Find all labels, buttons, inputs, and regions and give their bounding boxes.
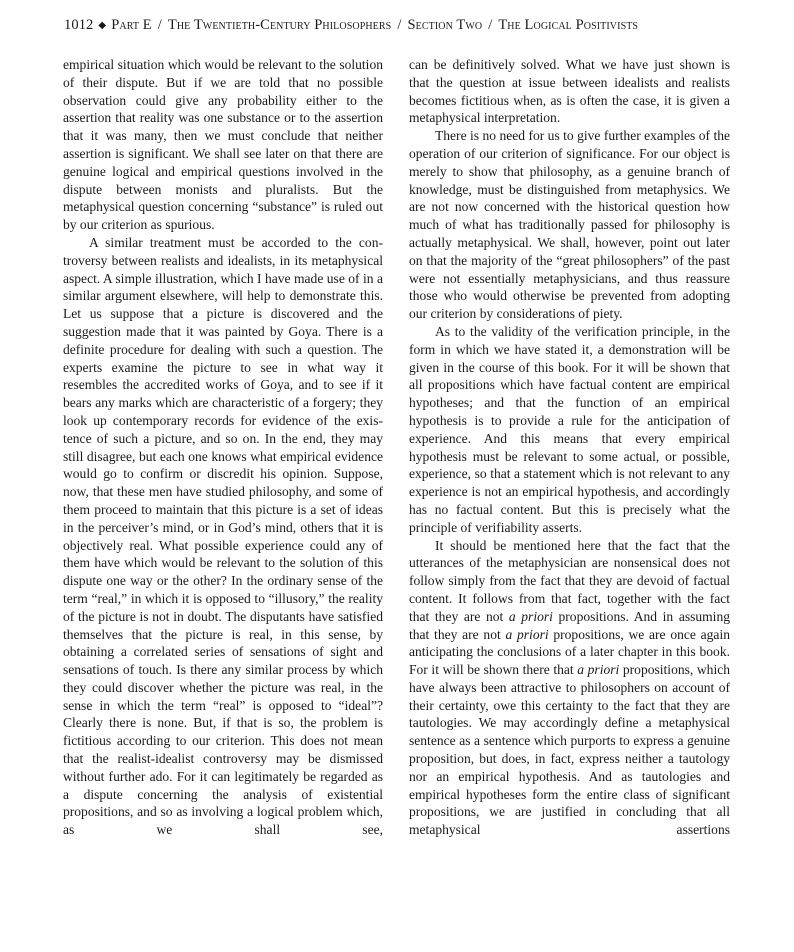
paragraph: empirical situation which would be relevant to the solution of their dispute. But if we are told that no possible observation could give any probability either to the assertion that reality was one substance or to the assertion that it was many, then we must conclude that neither assertion is significant. We shall see later on that there are genuine logical and empirical questions involved in the dispute between monists and pluralists. But the metaphysical question concerning “substance” is ruled out by our criterion as spurious. xyxy=(63,57,383,233)
left-column xyxy=(63,56,383,839)
part-label: Part E xyxy=(111,17,152,33)
paragraph: There is no need for us to give further examples of the operation of our criterion of significance. For our object is merely to show that philosophy, as a genuine branch of knowledge, must be distinguished from metaphysics. We are not now concerned with the historical question how much of what has traditionally passed for philosophy is actually metaphysical. We shall, however, point out later on that the majority of the “great philosophers” of the past were not essentially metaphysicians, and thus reassure those who would otherwise be prevented from adopting our criterion by considerations of piety. xyxy=(409,128,730,322)
paragraph: A similar treatment must be accorded to the controversy between realists and idealists, in its metaphysical aspect. A simple illustration, which I have made use of in a similar argument elsewhere, will help to demonstrate this. Let us suppose that a picture is discovered and the suggestion made that it was painted by Goya. There is a definite procedure for dealing with such a question. The experts examine the picture to see in what way it resembles the accredited works of Goya, and to see if it bears any marks which are characteristic of a forgery; they look up contemporary records for evidence of the existence of such a picture, and so on. In the end, they may still disagree, but each one knows what empirical evidence would go to confirm or discredit his opinion. Suppose, now, that these men have studied philosophy, and some of them proceed to maintain that this picture is a set of ideas in the perceiver’s mind, or in God’s mind, others that it is objectively real. What possible experience could any of them have which would be relevant to the solution of this dispute one way or the other? In the ordinary sense of the term “real,” in which it is opposed to “illusory,” the reality of the picture is not in doubt. The disputants have satisfied themselves that the picture is real, in this sense, by obtaining a correlated series of sensations of sight and sensations of touch. Is there any similar process by which they could discover whether the picture was real, in the sense in which the term “real” is opposed to “ideal”? Clearly there is none. But, if that is so, the problem is fictitious according to our criterion. This does not mean that the realist-idealist controversy may be dismissed without further ado. For it can legitimately be regarded as a dispute concerning the analysis of existential propositions, and so as involving a logical problem which, as we shall see, xyxy=(63,234,383,838)
paragraph: As to the validity of the verification principle, in the form in which we have stated it, a demonstration will be given in the course of this book. For it will be shown that all propositions which have factual content are empirical hypotheses; and that the function of an empirical hypothesis is to provide a rule for the anticipation of experience. And this means that every empirical hypothesis must be relevant to some actual, or possible, experience, so that a statement which is not relevant to any experience is not an empirical hypothesis, and accordingly has no factual content. But this is precisely what the principle of verifiability asserts. xyxy=(409,323,730,535)
paragraph: can be definitively solved. What we have just shown is that the question at issue between idealists and realists becomes fictitious when, as is often the case, it is given a metaphysical interpretation. xyxy=(409,57,730,126)
header-separator: / xyxy=(397,17,402,33)
italic-term: a priori xyxy=(577,662,620,678)
text-run: It should be mentioned here that the fact that the utterances of the metaphysician are nonsensical does not follow simply from the fact that they are devoid of factual content. It follows from that fact, together with the fact that they are not xyxy=(409,537,730,624)
header-separator: / xyxy=(488,17,493,33)
chapter-title: The Logical Positivists xyxy=(498,17,639,33)
right-column xyxy=(409,56,730,839)
text-run: propositions, we are once again anticipating the conclusions of a later chapter in this book. For it will be shown there that xyxy=(409,626,730,678)
section-label: Section Two xyxy=(407,17,483,33)
text-run: propositions. And in assuming that they are not xyxy=(409,608,730,642)
book-title: The Twentieth-Century Philosophers xyxy=(167,17,392,33)
running-header xyxy=(64,17,754,34)
text-run: propositions, which have always been attractive to philosophers on account of their certainty, owe this certainty to the fact that they are tautologies. We may accordingly define a metaphysical sentence as a sentence which purports to express a genuine proposition, but does, in fact, express neither a tautology nor an empirical hypothesis. And as tautologies and empirical hypotheses form the entire class of significant propositions, we are justified in concluding that all metaphysical assertions xyxy=(409,662,730,838)
italic-term: a priori xyxy=(508,608,553,624)
diamond-icon: ◆ xyxy=(98,20,107,31)
italic-term: a priori xyxy=(505,626,549,642)
page-number: 1012 xyxy=(64,17,94,33)
paragraph xyxy=(409,537,730,840)
header-separator: / xyxy=(157,17,162,33)
